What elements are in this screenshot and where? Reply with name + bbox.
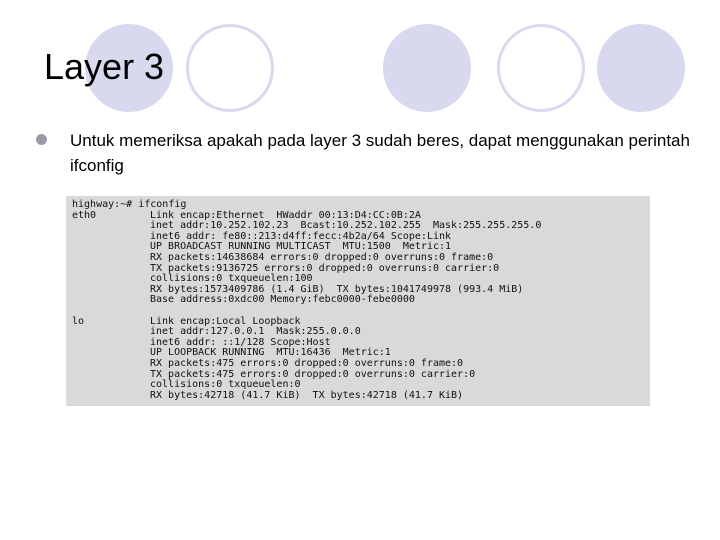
- terminal-line-text: RX packets:475 errors:0 dropped:0 overruns:0 frame:0: [150, 357, 464, 369]
- interface-name: eth0: [72, 209, 97, 221]
- terminal-line: [72, 359, 644, 370]
- terminal-line-text: inet6 addr: fe80::213:d4ff:fecc:4b2a/64 Scope:Link: [150, 230, 452, 242]
- terminal-line-text: inet addr:127.0.0.1 Mask:255.0.0.0: [150, 326, 361, 338]
- terminal-line-text: inet addr:10.252.102.23 Bcast:10.252.102.255 Mask:255.255.255.0: [150, 220, 542, 232]
- terminal-line-text: RX bytes:42718 (41.7 KiB) TX bytes:42718 (41.7 KiB): [150, 389, 464, 401]
- decorative-circle-filled: [597, 24, 685, 112]
- terminal-line-text: TX packets:9136725 errors:0 dropped:0 overruns:0 carrier:0: [150, 262, 500, 274]
- terminal-prompt-line: [72, 200, 644, 211]
- terminal-line: [72, 391, 644, 402]
- slide-title: Layer 3: [44, 46, 165, 87]
- decorative-circle-ring: [497, 24, 585, 112]
- terminal-line-text: inet6 addr: ::1/128 Scope:Host: [150, 336, 331, 348]
- terminal-line-text: RX packets:14638684 errors:0 dropped:0 overruns:0 frame:0: [150, 251, 494, 263]
- terminal-blank-line: [72, 306, 644, 317]
- terminal-line-text: Link encap:Ethernet HWaddr 00:13:D4:CC:0B:2A: [150, 209, 421, 221]
- interface-name: lo: [72, 315, 85, 327]
- terminal-line-text: UP BROADCAST RUNNING MULTICAST MTU:1500 Metric:1: [150, 241, 452, 253]
- decorative-circle-ring: [186, 24, 274, 112]
- terminal-line-text: collisions:0 txqueuelen:100: [150, 273, 313, 285]
- terminal-line: [72, 253, 644, 264]
- terminal-line-text: TX packets:475 errors:0 dropped:0 overruns:0 carrier:0: [150, 368, 476, 380]
- bullet-dot-icon: [36, 134, 47, 145]
- decorative-circle-filled: [383, 24, 471, 112]
- terminal-line: [72, 295, 644, 306]
- bullet-text: Untuk memeriksa apakah pada layer 3 sudah beres, dapat menggunakan perintah ifconfig: [70, 131, 690, 175]
- terminal-line-text: RX bytes:1573409786 (1.4 GiB) TX bytes:1041749978 (993.4 MiB): [150, 283, 524, 295]
- terminal-prompt: highway:~# ifconfig: [72, 199, 187, 210]
- ifconfig-terminal-output: [66, 196, 650, 406]
- terminal-line-text: UP LOOPBACK RUNNING MTU:16436 Metric:1: [150, 347, 391, 359]
- terminal-line-text: collisions:0 txqueuelen:0: [150, 379, 301, 391]
- terminal-line-text: Link encap:Local Loopback: [150, 315, 301, 327]
- terminal-line-text: Base address:0xdc00 Memory:febc0000-febe0000: [150, 294, 415, 306]
